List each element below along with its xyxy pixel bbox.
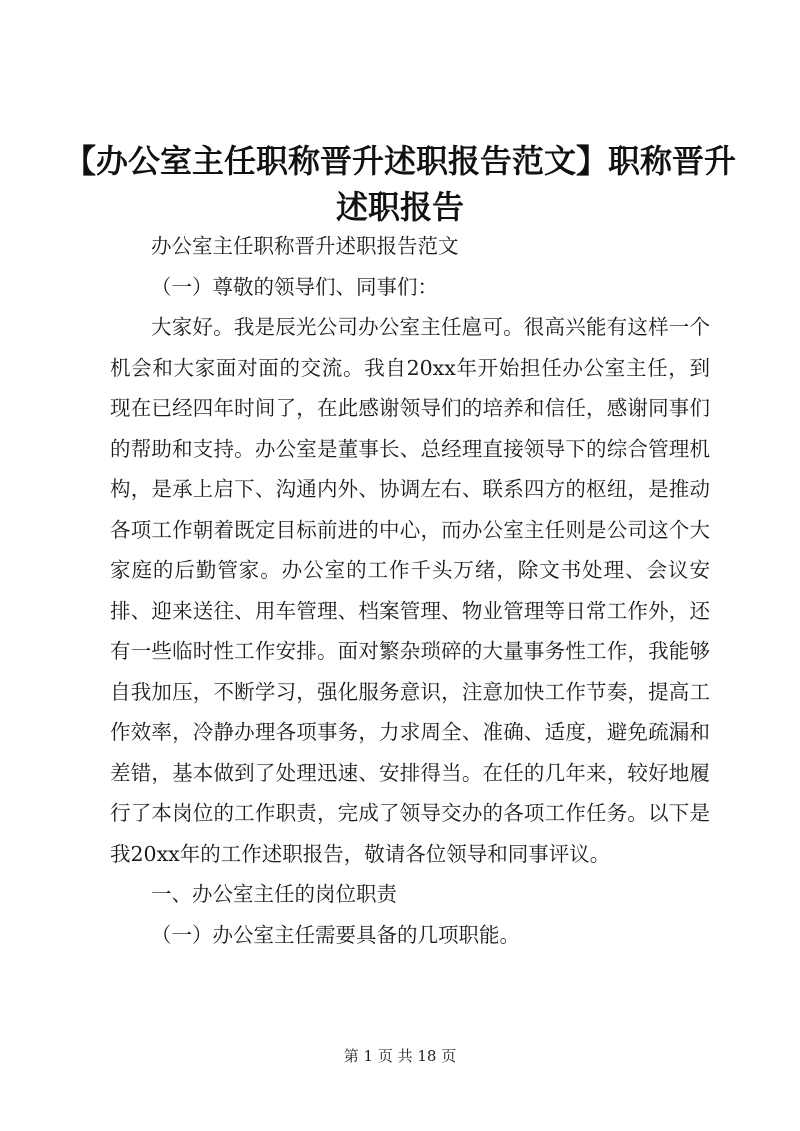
document-title: 【办公室主任职称晋升述职报告范文】职称晋升述职报告 [63, 142, 736, 226]
section-heading-duties: 一、办公室主任的岗位职责 [151, 882, 397, 906]
paragraph-introduction: 大家好。我是辰光公司办公室主任扈可。很高兴能有这样一个机会和大家面对面的交流。我自20xx年开始担任办公室主任，到现在已经四年时间了，在此感谢领导们的培养和信任，感谢同事们的帮助和支持。办公室是董事长、总经理直接领导下的综合管理机构，是承上启下、沟通内外、协调左右、联系四方的枢纽，是推动各项工作朝着既定目标前进的中心，而办公室主任则是公司这个大家庭的后勤管家。办公室的工作千头万绪，除文书处理、会议安排、迎来送往、用车管理、档案管理、物业管理等日常工作外，还有一些临时性工作安排。面对繁杂琐碎的大量事务性工作，我能够自我加压，不断学习，强化服务意识，注意加快工作节奏，提高工作效率，冷静办理各项事务，力求周全、准确、适度，避免疏漏和差错，基本做到了处理迅速、安排得当。在任的几年来，较好地履行了本岗位的工作职责，完成了领导交办的各项工作任务。以下是我20xx年的工作述职报告，敬请各位领导和同事评议。 [110, 315, 710, 866]
document-body [110, 226, 710, 955]
paragraph-salutation: （一）尊敬的领导们、同事们： [151, 274, 438, 299]
subsection-heading-functions: （一）办公室主任需要具备的几项职能。 [151, 922, 520, 947]
paragraph-subtitle: 办公室主任职称晋升述职报告范文 [151, 234, 459, 258]
page-number-footer: 第 1 页 共 18 页 [343, 1047, 457, 1065]
